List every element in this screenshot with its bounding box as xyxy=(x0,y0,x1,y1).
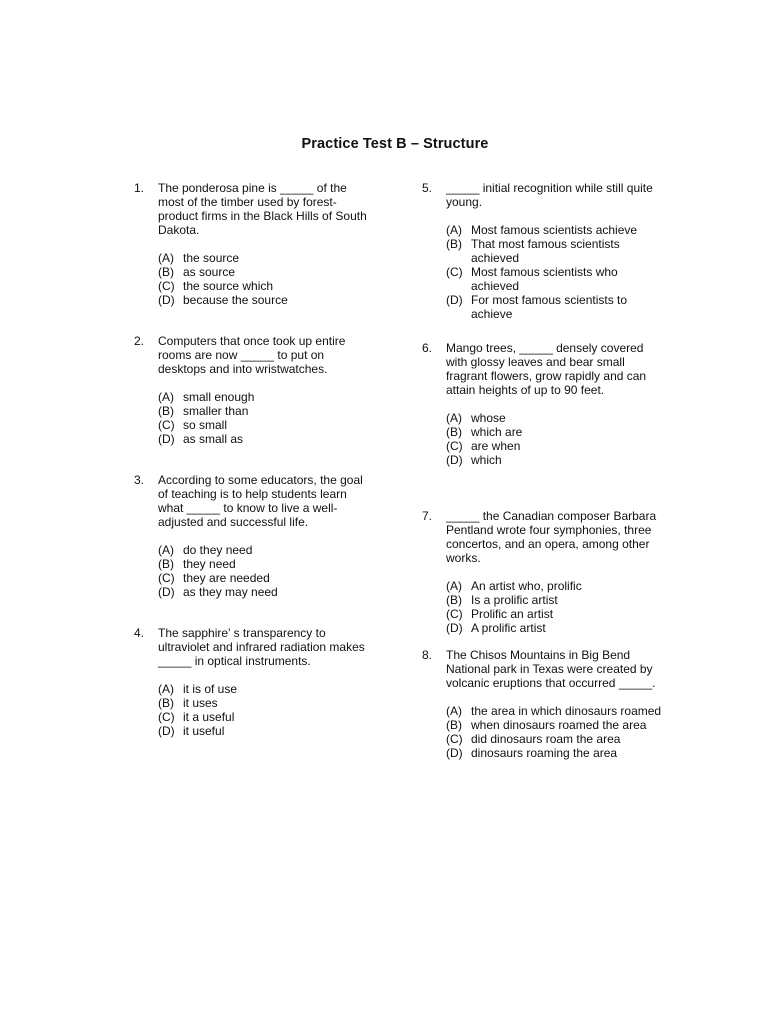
question-number: 5. xyxy=(422,181,433,195)
option-text: they are needed xyxy=(183,571,270,585)
question-stem: According to some educators, the goal of teaching is to help students learn what _____ to know to live a well-adjusted and successful life. xyxy=(158,473,363,529)
answer-options xyxy=(134,682,374,738)
option-letter: (D) xyxy=(446,621,463,635)
option-text: as they may need xyxy=(183,585,278,599)
question-5 xyxy=(422,181,662,341)
answer-option xyxy=(446,732,662,746)
answer-option xyxy=(158,265,374,279)
option-letter: (C) xyxy=(158,571,175,585)
option-text: An artist who, prolific xyxy=(471,579,582,593)
option-text: as small as xyxy=(183,432,244,446)
left-column xyxy=(134,181,374,746)
answer-option xyxy=(446,439,662,453)
option-letter: (A) xyxy=(158,251,174,265)
option-text: they need xyxy=(183,557,236,571)
option-text: smaller than xyxy=(183,404,249,418)
option-text: dinosaurs roaming the area xyxy=(471,746,618,760)
answer-option xyxy=(158,404,374,418)
option-letter: (C) xyxy=(446,732,463,746)
option-letter: (B) xyxy=(158,265,174,279)
question-4 xyxy=(134,626,374,746)
answer-option xyxy=(446,453,662,467)
answer-option xyxy=(158,543,374,557)
option-text: For most famous scientists to achieve xyxy=(471,293,628,321)
option-text: A prolific artist xyxy=(471,621,546,635)
answer-option xyxy=(446,704,662,718)
question-6 xyxy=(422,341,662,509)
answer-option xyxy=(158,390,374,404)
option-text: Prolific an artist xyxy=(471,607,554,621)
answer-option xyxy=(446,621,662,635)
option-text: which are xyxy=(471,425,523,439)
answer-options xyxy=(422,579,662,635)
question-number: 8. xyxy=(422,648,433,662)
question-number: 3. xyxy=(134,473,145,487)
question-number: 4. xyxy=(134,626,145,640)
option-letter: (C) xyxy=(446,439,463,453)
answer-option xyxy=(446,293,662,321)
question-number: 7. xyxy=(422,509,433,523)
option-text: That most famous scientists achieved xyxy=(471,237,620,265)
answer-option xyxy=(158,724,374,738)
question-stem: _____ the Canadian composer Barbara Pentland wrote four symphonies, three concertos, and an opera, among other works. xyxy=(446,509,657,565)
option-letter: (C) xyxy=(158,710,175,724)
option-text: the area in which dinosaurs roamed xyxy=(471,704,662,718)
option-letter: (B) xyxy=(158,557,174,571)
answer-option xyxy=(446,425,662,439)
option-letter: (D) xyxy=(158,432,175,446)
answer-option xyxy=(158,279,374,293)
option-letter: (D) xyxy=(446,293,463,307)
option-text: the source which xyxy=(183,279,274,293)
question-stem: Computers that once took up entire rooms are now _____ to put on desktops and into wristwatches. xyxy=(158,334,346,376)
option-letter: (B) xyxy=(446,425,462,439)
answer-options xyxy=(422,223,662,321)
option-text: as source xyxy=(183,265,236,279)
answer-option xyxy=(158,557,374,571)
option-text: Most famous scientists achieve xyxy=(471,223,638,237)
answer-option xyxy=(446,607,662,621)
question-stem: The Chisos Mountains in Big Bend National park in Texas were created by volcanic eruptions that occurred _____. xyxy=(446,648,656,690)
answer-options xyxy=(134,390,374,446)
answer-options xyxy=(422,704,662,760)
option-text: the source xyxy=(183,251,240,265)
question-stem: The sapphire’ s transparency to ultraviolet and infrared radiation makes _____ in optical instruments. xyxy=(158,626,365,668)
option-letter: (B) xyxy=(446,718,462,732)
answer-option xyxy=(158,418,374,432)
answer-option xyxy=(446,411,662,425)
option-text: which xyxy=(471,453,502,467)
answer-option xyxy=(446,237,662,265)
page-title: Practice Test B – Structure xyxy=(301,136,489,152)
option-text: Is a prolific artist xyxy=(471,593,558,607)
option-text: are when xyxy=(471,439,521,453)
answer-option xyxy=(158,682,374,696)
question-3 xyxy=(134,473,374,626)
option-text: it a useful xyxy=(183,710,235,724)
option-text: it uses xyxy=(183,696,218,710)
option-text: it is of use xyxy=(183,682,238,696)
answer-option xyxy=(446,265,662,293)
answer-options xyxy=(422,411,662,467)
option-letter: (B) xyxy=(446,237,462,251)
option-letter: (A) xyxy=(158,682,174,696)
option-text: so small xyxy=(183,418,228,432)
answer-option xyxy=(158,293,374,307)
option-letter: (C) xyxy=(446,265,463,279)
option-text: do they need xyxy=(183,543,253,557)
option-letter: (A) xyxy=(158,543,174,557)
option-letter: (B) xyxy=(158,696,174,710)
option-letter: (A) xyxy=(446,704,462,718)
answer-option xyxy=(158,432,374,446)
option-letter: (C) xyxy=(158,279,175,293)
answer-option xyxy=(446,718,662,732)
question-stem: The ponderosa pine is _____ of the most of the timber used by forest-product firms in the Black Hills of South Dakota. xyxy=(158,181,367,237)
option-letter: (B) xyxy=(446,593,462,607)
option-letter: (D) xyxy=(158,293,175,307)
option-letter: (D) xyxy=(446,453,463,467)
option-letter: (A) xyxy=(158,390,174,404)
option-letter: (C) xyxy=(446,607,463,621)
answer-option xyxy=(158,696,374,710)
answer-option xyxy=(158,251,374,265)
question-stem: Mango trees, _____ densely covered with glossy leaves and bear small fragrant flowers, grow rapidly and can attain heights of up to 90 feet. xyxy=(446,341,647,397)
answer-option xyxy=(446,223,662,237)
answer-options xyxy=(134,543,374,599)
option-text: because the source xyxy=(183,293,288,307)
option-text: small enough xyxy=(183,390,255,404)
question-7 xyxy=(422,509,662,648)
option-letter: (C) xyxy=(158,418,175,432)
answer-option xyxy=(158,710,374,724)
answer-options xyxy=(134,251,374,307)
option-text: when dinosaurs roamed the area xyxy=(471,718,647,732)
option-text: it useful xyxy=(183,724,225,738)
option-text: did dinosaurs roam the area xyxy=(471,732,621,746)
question-number: 1. xyxy=(134,181,145,195)
option-text: Most famous scientists who achieved xyxy=(471,265,618,293)
question-number: 2. xyxy=(134,334,145,348)
answer-option xyxy=(446,593,662,607)
option-letter: (D) xyxy=(158,585,175,599)
question-stem: _____ initial recognition while still quite young. xyxy=(446,181,653,209)
option-letter: (D) xyxy=(446,746,463,760)
answer-option xyxy=(446,746,662,760)
answer-option xyxy=(158,571,374,585)
question-2 xyxy=(134,334,374,473)
question-number: 6. xyxy=(422,341,433,355)
answer-option xyxy=(446,579,662,593)
option-letter: (A) xyxy=(446,411,462,425)
option-text: whose xyxy=(471,411,506,425)
right-column xyxy=(422,181,662,798)
question-8 xyxy=(422,648,662,798)
answer-option xyxy=(158,585,374,599)
question-1 xyxy=(134,181,374,334)
option-letter: (D) xyxy=(158,724,175,738)
option-letter: (B) xyxy=(158,404,174,418)
option-letter: (A) xyxy=(446,579,462,593)
option-letter: (A) xyxy=(446,223,462,237)
